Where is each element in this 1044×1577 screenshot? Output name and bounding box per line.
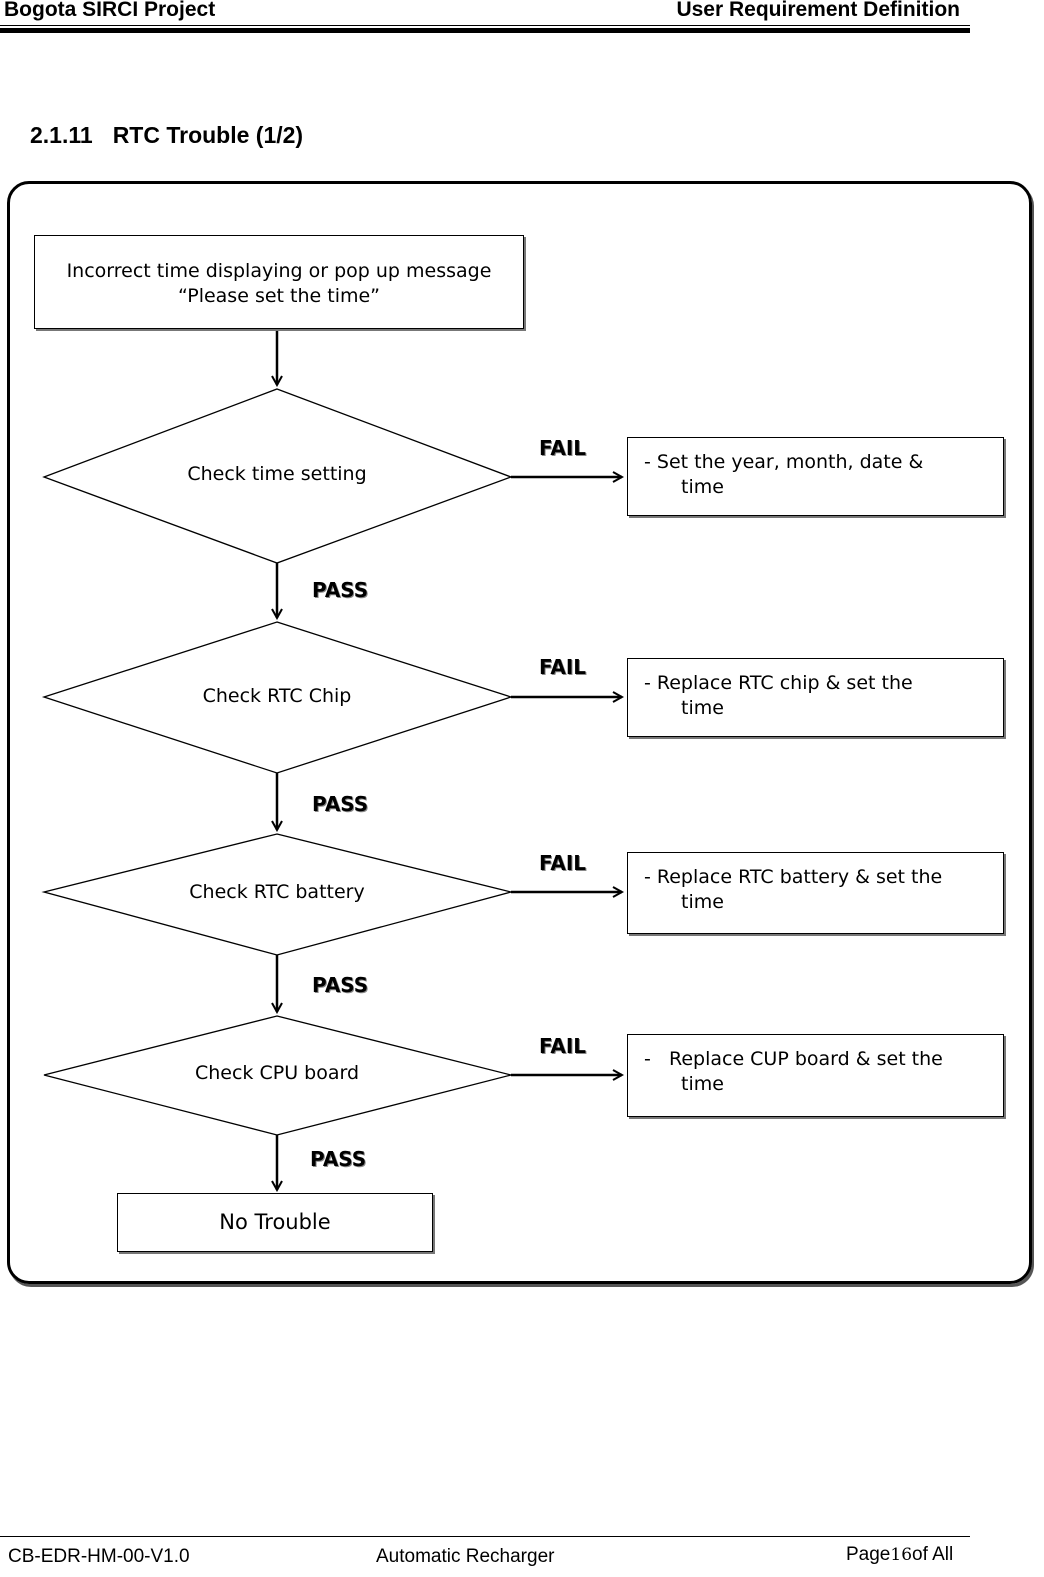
end-box: No Trouble — [117, 1193, 433, 1252]
start-line-1: Incorrect time displaying or pop up message — [66, 260, 492, 282]
footer-rule — [0, 1536, 970, 1537]
action-4-line-2: time — [681, 1073, 724, 1095]
fail-label-4: FAIL — [539, 1034, 587, 1058]
footer-product: Automatic Recharger — [376, 1546, 555, 1567]
action-1-line-1: - Set the year, month, date & — [644, 451, 924, 473]
footer-page-prefix: Page — [846, 1544, 891, 1565]
action-2-line-1: - Replace RTC chip & set the — [644, 672, 913, 694]
footer-doc-id: CB-EDR-HM-00-V1.0 — [8, 1546, 190, 1567]
footer-page-number: 16 — [890, 1545, 913, 1565]
action-box-2 — [627, 658, 1004, 737]
footer-page — [846, 1544, 953, 1566]
decision-label-3: Check RTC battery — [189, 881, 365, 903]
pass-label-3: PASS — [312, 973, 369, 997]
pass-label-1: PASS — [312, 578, 369, 602]
fail-label-1: FAIL — [539, 436, 587, 460]
footer-page-suffix: of All — [912, 1544, 954, 1565]
header-doc-type: User Requirement Definition — [676, 0, 960, 21]
action-3-line-1: - Replace RTC battery & set the — [644, 866, 943, 888]
action-1-line-2: time — [681, 476, 724, 498]
fail-label-2: FAIL — [539, 655, 587, 679]
action-4-line-1: - Replace CUP board & set the — [644, 1048, 943, 1070]
action-box-4 — [627, 1034, 1004, 1117]
action-3-line-2: time — [681, 891, 724, 913]
action-box-1 — [627, 437, 1004, 516]
fail-label-3: FAIL — [539, 851, 587, 875]
start-line-2: “Please set the time” — [177, 285, 381, 307]
header-project: Bogota SIRCI Project — [4, 0, 216, 21]
pass-label-4: PASS — [310, 1147, 367, 1171]
pass-label-2: PASS — [312, 792, 369, 816]
decision-label-2: Check RTC Chip — [202, 685, 352, 707]
action-2-line-2: time — [681, 697, 724, 719]
start-box — [34, 235, 524, 329]
decision-label-4: Check CPU board — [194, 1062, 360, 1084]
action-box-3 — [627, 852, 1004, 934]
decision-label-1: Check time setting — [187, 463, 367, 485]
section-number: 2.1.11 — [30, 122, 93, 148]
section-title: RTC Trouble (1/2) — [112, 122, 304, 148]
